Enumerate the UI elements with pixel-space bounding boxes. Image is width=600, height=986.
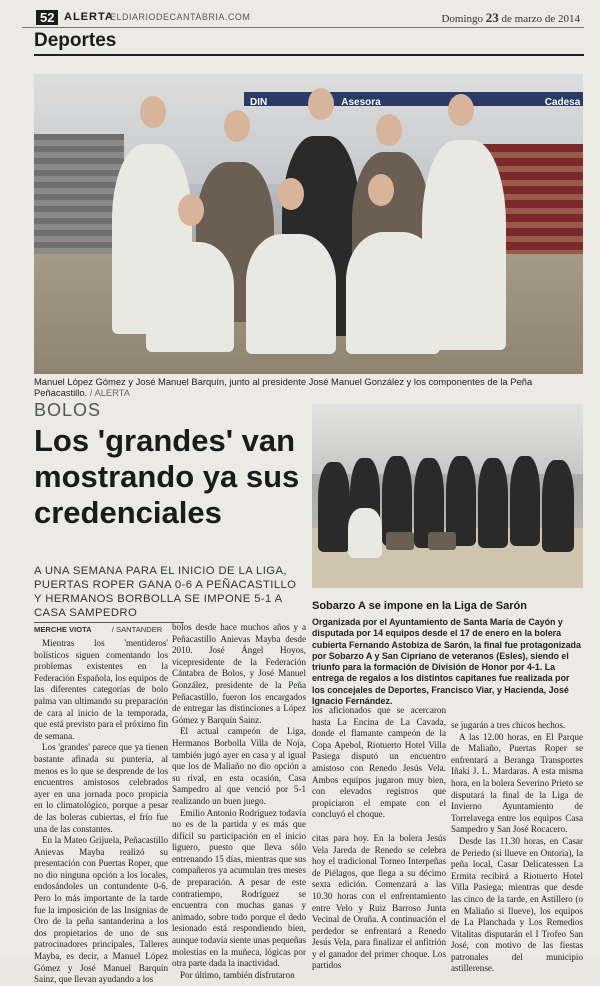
publication-name: ALERTA (64, 11, 114, 23)
trophy (386, 532, 414, 550)
trophy (428, 532, 456, 550)
section-divider (34, 54, 584, 56)
player-figure (542, 460, 574, 552)
player-head (376, 114, 402, 146)
paragraph: se jugarán a tres chicos hechos. (451, 720, 566, 730)
article-column-3 (312, 705, 446, 971)
byline (34, 622, 184, 634)
player-head (368, 174, 394, 206)
date-prefix: Domingo (441, 13, 483, 25)
sidebar-title: Sobarzo A se impone en la Liga de Sarón (312, 600, 527, 612)
paragraph: El actual campeón de Liga, Hermanos Borbolla Villa de Noja, también jugó ayer en casa y al igual que los de Maliaño no dio opción a su rival, en esta ocasión, Casa Sampedro al que venció por 5-1 realizando un buen juego. (172, 726, 306, 806)
player-figure (346, 232, 440, 354)
sidebar-photo (312, 404, 583, 588)
caption-text: Manuel López Gómez y José Manuel Barquín, junto al presidente José Manuel González y los componentes de la Peña Peñacastillo. (34, 376, 533, 398)
paragraph: Por último, también disfrutaron (180, 969, 295, 980)
author-name: MERCHE VIOTA (34, 625, 92, 634)
article-title: Los 'grandes' van mostrando ya sus credenciales (34, 423, 300, 530)
section-title: Deportes (34, 30, 117, 51)
byline-place: / SANTANDER (111, 625, 163, 634)
photo-caption (34, 376, 583, 398)
date-day: 23 (485, 10, 499, 25)
date-rest: de marzo de 2014 (501, 13, 580, 25)
player-figure (348, 508, 382, 558)
player-head (178, 194, 204, 226)
player-head (278, 178, 304, 210)
banner-text: Cadesa (544, 97, 581, 108)
player-head (308, 88, 334, 120)
article-column-4 (451, 720, 583, 974)
player-figure (478, 458, 508, 548)
article-column-2 (172, 622, 306, 980)
page-header (22, 8, 584, 28)
paragraph: los aficionados que se acercaron hasta La Encina de La Cavada, donde el flamante campeón de la Copa Apebol, Riotuerto Hotel Villa Pasiega disputó un encuentro amistoso con Renedo Jesús Vela. Ambos equipos jugaron muy bien, con elevados registros que propiciaron el empate con el concluyó el choque. (312, 705, 446, 820)
banner-text: Asesora (341, 97, 381, 108)
website-link[interactable]: ELDIARIODECANTABRIA.COM (110, 12, 251, 22)
banner-text: DIN (250, 97, 268, 108)
player-figure (146, 242, 234, 352)
player-head (140, 96, 166, 128)
page-number: 52 (36, 10, 58, 25)
paragraph: Mientras los 'mentideros' bolísticos siguen comentando los problemas existentes en la Federación Española, los equipos de las diferentes categorías de bolo palma van ultimando su preparación de cara al inicio de la temporada, que está previsto para el próximo fin de semana. (34, 638, 168, 741)
paragraph: Los 'grandes' parece que ya tienen bastante afinada su puntería, al menos es lo que se desprende de los encuentros amistosos celebrados ayer en una jornada poco propicia en lo climatológico, porque a pesar de las boleras cubiertas, el frío fue una de las constantes. (34, 742, 168, 834)
paragraph: En la Mateo Grijuela, Peñacastillo Anievas Mayba realizó su presentación con Puertas Roper, que no dio ninguna opción a los locales, endosándoles un contundente 0-6. Pero lo más importante de la tarde fue la imposición de las Insignias de Oro de la peña santanderina a los dos propietarios de uno de sus patrocinadores principales, Talleres Mayba, es decir, a Manuel López Gómez y José Manuel Barquín Sainz, que llevan ayudando a los (34, 835, 168, 985)
paragraph: bolos desde hace muchos años y a Peñacastillo Anievas Mayba desde 2010. José Ángel Hoyos, vicepresidente de la Federación Cántabra de Bolos, y José Manuel González, presidente de la Peña Peñacastillo, fueron los encargados de entregar las distinciones a López Gómez y Barquín Sainz. (172, 622, 306, 725)
paragraph: Desde las 11.30 horas, en Casar de Periedo (si llueve en Ontoria), la peña local, Casar Delicatessen La Ermita recibirá a Riotuerto Hotel Villa Pasiega; mientras que desde las cinco de la tarde, en Astillero (o en Maliaño si llueve), los equipos de La Planchada y Los Remedios Vitalitas disputarán el I Trofeo San José, con motivo de las fiestas patronales del municipio astillerense. (451, 835, 583, 974)
photo-background-wall (312, 404, 583, 474)
sidebar-body: Organizada por el Ayuntamiento de Santa María de Cayón y disputada por 14 equipos desde el 17 de enero en la bolera cubierta Fernando Astobiza de Sarón, la final fue protagonizada por Sobarzo A y San Cipriano de veteranos (Esles), siendo el triunfo para la formación de División de Honor por 4-1. La entrega de regalos a los distintos capitanes fue realizada por los concejales de Deportes, Francisco Viar, y Hacienda, José Ignacio Fernández. (312, 617, 581, 707)
player-head (224, 110, 250, 142)
article-column-1 (34, 638, 168, 985)
team-photo (34, 74, 583, 374)
article-kicker: BOLOS (34, 400, 102, 420)
photo-sponsor-banner (244, 92, 583, 106)
issue-date (441, 10, 580, 26)
paragraph: citas para hoy. En la bolera Jesús Vela Jareda de Renedo se celebra hoy el tradicional Torneo Interpeñas de Piélagos, que llega a su décimo sexta edición. Comenzará a las 10.30 horas con el enfrentamiento entre Velo y Ruiz Barroso Junta Vecinal de Oruña. A continuación el perdedor se enfrentará a Renedo Jesús Vela, para finalizar el anfitrión y el ganador del primer choque. Los partidos (312, 832, 446, 971)
player-figure (246, 234, 336, 354)
player-figure (510, 456, 540, 546)
caption-source: / ALERTA (89, 387, 131, 398)
article-subtitle: A UNA SEMANA PARA EL INICIO DE LA LIGA, PUERTAS ROPER GANA 0-6 A PEÑACASTILLO Y HERMANOS BORBOLLA SE IMPONE 5-1 A CASA SAMPEDRO (34, 565, 297, 619)
player-head (448, 94, 474, 126)
paragraph: Emilio Antonio Rodríguez todavía no es de la partida y es más que difícil su participación en el inicio liguero, puesto que lleva sólo entrenando 15 días, mientras que sus compañeros ya acumulan tres meses de preparación. A pesar de este contratiempo, Rodríguez se encuentra con muchas ganas y animado, sobre todo porque el dedo lesionado está respondiendo bien, aunque todavía siente unas pequeñas molestias en la muñeca, lógicas por otra parte dada la inactividad. (172, 807, 306, 969)
paragraph: A las 12.00 horas, en El Parque de Maliaño, Puertas Roper se enfrentará a Beranga Transportes Iñaki J. L. Mardaras. A esta misma hora, en la bolera Severino Prieto se disputará la final de la Liga de Invierno Ayuntamiento de Torrelavega entre los equipos Casa Sampedro y San José Rocacero. (451, 731, 583, 835)
player-figure (318, 462, 350, 552)
